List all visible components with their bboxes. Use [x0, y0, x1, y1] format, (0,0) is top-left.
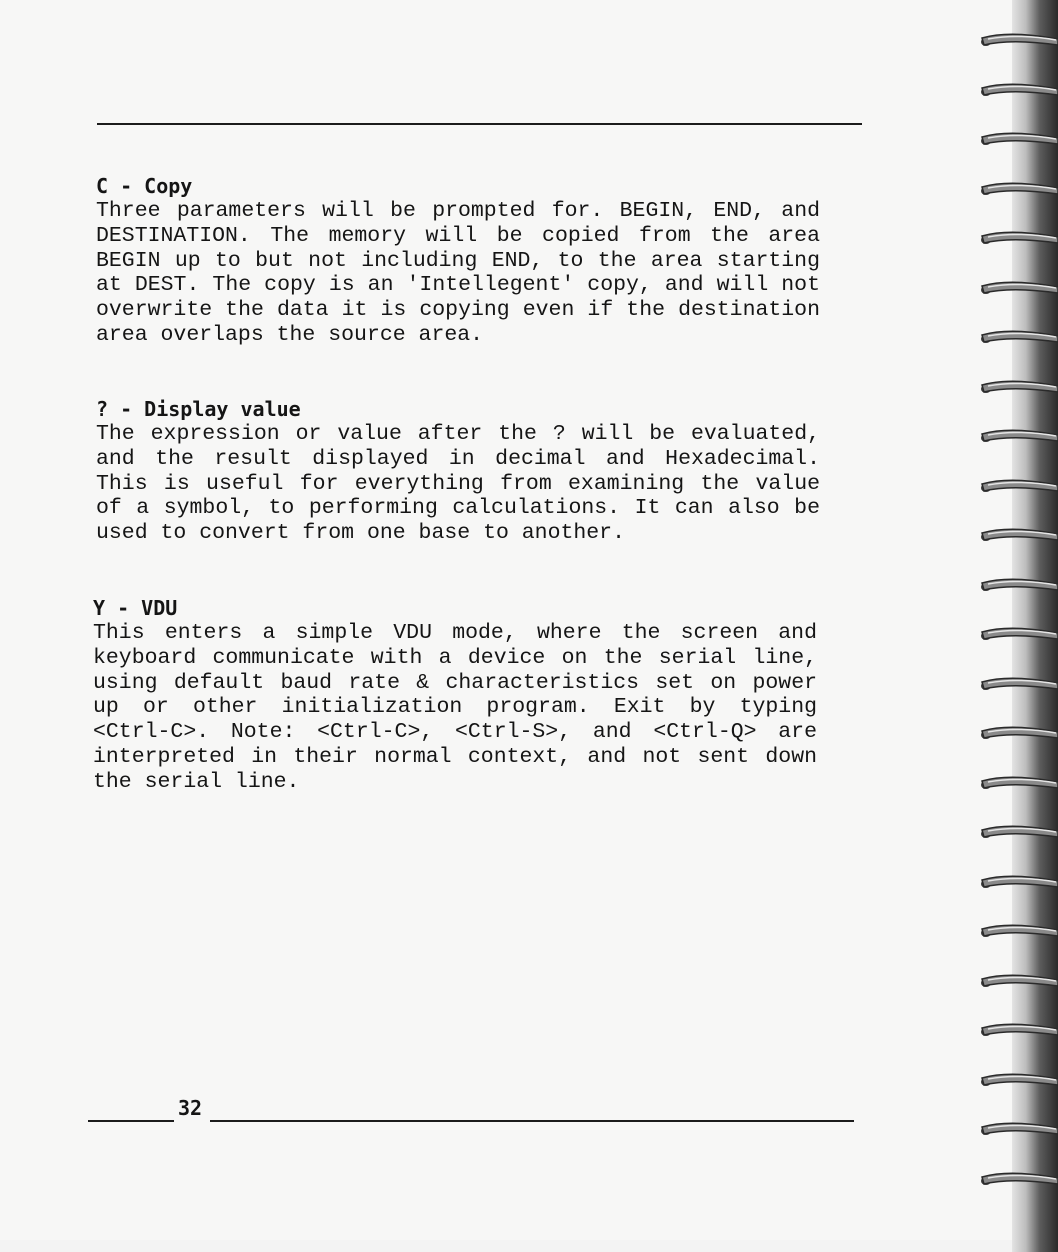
- binding-coil: [974, 575, 1058, 597]
- section-body: Three parameters will be prompted for. BEGIN, END, and DESTINATION. The memory will be copied from the area BEGIN up to but not including END, to the area starting at DEST. The copy is an 'Intellegent' copy, and will not overwrite the data it is copying even if the destination area overlaps the source area.: [96, 199, 820, 347]
- binding-coil: [974, 674, 1058, 696]
- footer-rule-left: [88, 1120, 174, 1122]
- spiral-binding: [974, 30, 1058, 1220]
- binding-coil: [974, 228, 1058, 250]
- section-body: The expression or value after the ? will be evaluated, and the result displayed in decimal and Hexadecimal. This is useful for everything from examining the value of a symbol, to performing calculations. It can also be used to convert from one base to another.: [96, 422, 820, 546]
- binding-coil: [974, 327, 1058, 349]
- page-number: 32: [178, 1096, 203, 1120]
- section-copy: [96, 174, 820, 348]
- binding-coil: [974, 30, 1058, 52]
- header-rule: [97, 123, 862, 125]
- section-vdu: [93, 596, 817, 795]
- footer-rule-right: [210, 1120, 854, 1122]
- binding-coil: [974, 822, 1058, 844]
- binding-coil: [974, 773, 1058, 795]
- binding-coil: [974, 723, 1058, 745]
- binding-coil: [974, 971, 1058, 993]
- binding-coil: [974, 624, 1058, 646]
- section-body: This enters a simple VDU mode, where the screen and keyboard communicate with a device on the serial line, using default baud rate & characteristics set on power up or other initialization program. Exit by typing <Ctrl-C>. Note: <Ctrl-C>, <Ctrl-S>, and <Ctrl-Q> are interpreted in their normal context, and not sent down the serial line.: [93, 621, 817, 794]
- binding-coil: [974, 1020, 1058, 1042]
- binding-coil: [974, 525, 1058, 547]
- section-heading: C - Copy: [96, 174, 193, 198]
- section-heading: Y - VDU: [93, 596, 178, 620]
- binding-coil: [974, 129, 1058, 151]
- binding-coil: [974, 278, 1058, 300]
- binding-coil: [974, 179, 1058, 201]
- page-footer: [88, 1096, 858, 1128]
- binding-coil: [974, 476, 1058, 498]
- binding-coil: [974, 80, 1058, 102]
- binding-coil: [974, 1070, 1058, 1092]
- binding-coil: [974, 426, 1058, 448]
- binding-coil: [974, 921, 1058, 943]
- binding-coil: [974, 377, 1058, 399]
- section-display-value: [96, 397, 820, 546]
- binding-coil: [974, 1119, 1058, 1141]
- binding-coil: [974, 1169, 1058, 1191]
- section-heading: ? - Display value: [96, 397, 301, 421]
- binding-coil: [974, 872, 1058, 894]
